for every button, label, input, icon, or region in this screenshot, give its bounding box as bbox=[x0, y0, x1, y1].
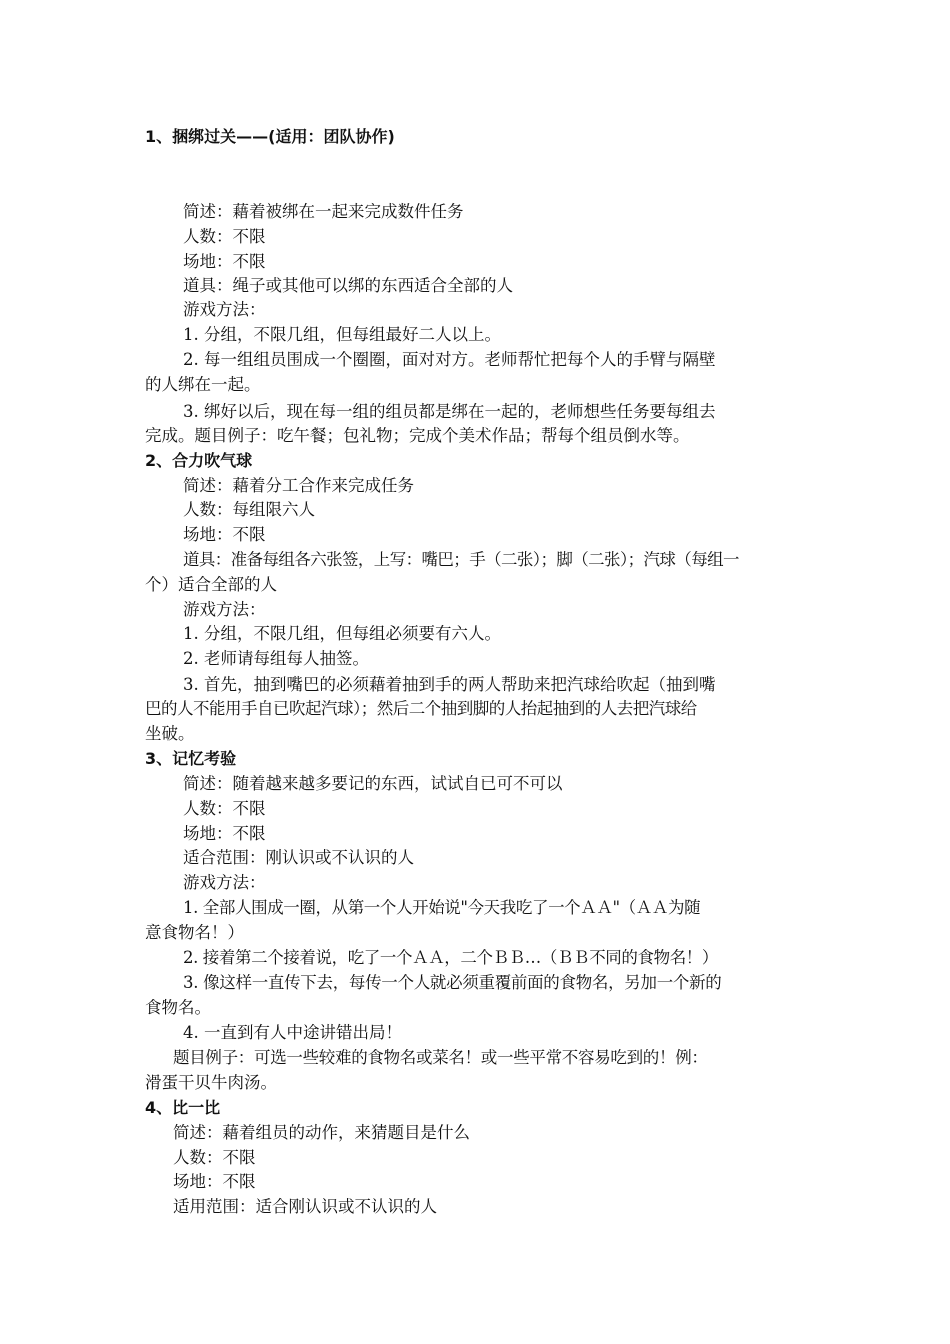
section-1-step: 的人绑在一起。 bbox=[145, 375, 261, 394]
section-1-step: 完成。题目例子：吃午餐；包礼物；完成个美术作品；帮每个组员倒水等。 bbox=[145, 426, 690, 445]
section-3-place: 场地：不限 bbox=[183, 824, 266, 843]
section-3-step: 意食物名！） bbox=[145, 923, 244, 942]
section-4-desc: 简述：藉着组员的动作，来猜题目是什么 bbox=[173, 1123, 470, 1142]
section-3-people: 人数：不限 bbox=[183, 799, 266, 818]
section-4-people: 人数：不限 bbox=[173, 1148, 256, 1167]
section-1-place: 场地：不限 bbox=[183, 252, 266, 271]
section-4-heading: 4、比一比 bbox=[145, 1098, 221, 1117]
section-2-step: 坐破。 bbox=[145, 724, 195, 743]
section-3-example: 滑蛋干贝牛肉汤。 bbox=[145, 1073, 277, 1092]
section-2-step: 巴的人不能用手自已吹起汽球）；然后二个抽到脚的人抬起抽到的人去把汽球给 bbox=[145, 699, 697, 718]
section-1-step: 2. 每一组组员围成一个圈圈，面对对方。老师帮忙把每个人的手臂与隔壁 bbox=[183, 350, 716, 369]
section-2-props-cont: 个）适合全部的人 bbox=[145, 575, 277, 594]
section-3-scope: 适合范围：刚认识或不认识的人 bbox=[183, 848, 414, 867]
section-2-method: 游戏方法： bbox=[183, 600, 266, 619]
section-2-step: 1. 分组，不限几组，但每组必须要有六人。 bbox=[183, 624, 501, 643]
section-2-heading: 2、合力吹气球 bbox=[145, 451, 253, 470]
section-3-step: 1. 全部人围成一圈，从第一个人开始说"今天我吃了一个ＡＡ"（ＡＡ为随 bbox=[183, 898, 701, 917]
section-1-heading: 1、捆绑过关——(适用：团队协作) bbox=[145, 127, 395, 146]
section-4-scope: 适用范围：适合刚认识或不认识的人 bbox=[173, 1197, 437, 1216]
section-2-place: 场地：不限 bbox=[183, 525, 266, 544]
section-4-place: 场地：不限 bbox=[173, 1172, 256, 1191]
section-3-desc: 简述：随着越来越多要记的东西，试试自已可不可以 bbox=[183, 774, 563, 793]
section-1-method: 游戏方法： bbox=[183, 300, 266, 319]
section-1-props: 道具：绳子或其他可以绑的东西适合全部的人 bbox=[183, 276, 513, 295]
section-3-example: 题目例子：可选一些较难的食物名或菜名！或一些平常不容易吃到的！例： bbox=[173, 1048, 708, 1067]
section-3-step: 2. 接着第二个接着说，吃了一个ＡＡ，二个ＢＢ…（ＢＢ不同的食物名！） bbox=[183, 948, 718, 967]
section-3-heading: 3、记忆考验 bbox=[145, 749, 237, 768]
section-3-step: 食物名。 bbox=[145, 998, 211, 1017]
section-3-method: 游戏方法： bbox=[183, 873, 266, 892]
section-2-step: 3. 首先，抽到嘴巴的必须藉着抽到手的两人帮助来把汽球给吹起（抽到嘴 bbox=[183, 675, 716, 694]
section-3-step: 3. 像这样一直传下去，每传一个人就必须重覆前面的食物名，另加一个新的 bbox=[183, 973, 722, 992]
section-1-step: 3. 绑好以后，现在每一组的组员都是绑在一起的，老师想些任务要每组去 bbox=[183, 402, 716, 421]
section-1-people: 人数：不限 bbox=[183, 227, 266, 246]
section-1-step: 1. 分组，不限几组，但每组最好二人以上。 bbox=[183, 325, 501, 344]
section-1-desc: 简述：藉着被绑在一起来完成数件任务 bbox=[183, 202, 464, 221]
section-2-props: 道具：准备每组各六张签，上写：嘴巴；手（二张）；脚（二张）；汽球（每组一 bbox=[183, 550, 739, 569]
section-3-step: 4. 一直到有人中途讲错出局！ bbox=[183, 1023, 402, 1042]
section-2-people: 人数：每组限六人 bbox=[183, 500, 315, 519]
section-2-desc: 简述：藉着分工合作来完成任务 bbox=[183, 476, 414, 495]
section-2-step: 2. 老师请每组每人抽签。 bbox=[183, 649, 369, 668]
